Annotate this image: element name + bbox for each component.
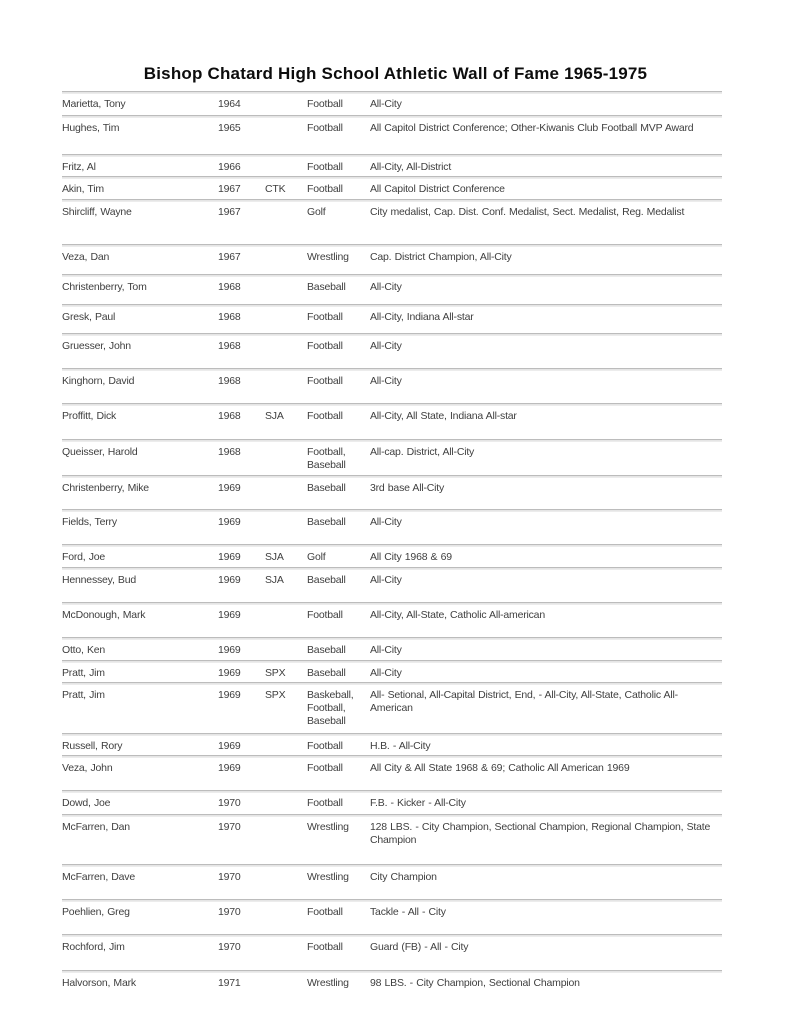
table-row (62, 274, 722, 304)
cell-sport: Baseball (307, 667, 346, 679)
table-row (62, 304, 722, 333)
cell-award: 128 LBS. - City Champion, Sectional Champion, Regional Champion, State Champion (370, 821, 711, 846)
table-row (62, 368, 722, 403)
cell-name: Dowd, Joe (62, 797, 111, 809)
table-row-cells (62, 179, 722, 196)
cell-sport: Football (307, 311, 343, 323)
cell-sport: Football (307, 740, 343, 752)
cell-year: 1971 (218, 977, 241, 989)
cell-year: 1966 (218, 161, 241, 173)
table-row-cells (62, 685, 722, 728)
table-row-cells (62, 817, 722, 847)
cell-sport: Football (307, 906, 343, 918)
cell-sport: Football (307, 797, 343, 809)
table-row (62, 637, 722, 660)
cell-award: All-City (370, 644, 402, 656)
cell-award: All-City, All-District (370, 161, 452, 173)
cell-award: All-City (370, 98, 402, 110)
cell-award: All-City, All State, Indiana All-star (370, 410, 517, 422)
table-row-cells (62, 867, 722, 884)
table-row (62, 934, 722, 970)
table-row-cells (62, 371, 722, 388)
cell-award: City medalist, Cap. Dist. Conf. Medalist, Sect. Medalist, Reg. Medalist (370, 206, 685, 218)
table-row-cells (62, 640, 722, 657)
cell-sport: Football (307, 161, 343, 173)
cell-sport: Baskeball, Football, Baseball (307, 689, 354, 727)
cell-year: 1969 (218, 574, 241, 586)
cell-sport: Football (307, 375, 343, 387)
table-row-cells (62, 478, 722, 495)
cell-year: 1968 (218, 311, 241, 323)
cell-year: 1970 (218, 941, 241, 953)
cell-name: Christenberry, Mike (62, 482, 149, 494)
cell-year: 1969 (218, 551, 241, 563)
cell-sport: Football, Baseball (307, 446, 346, 471)
table-row-cells (62, 570, 722, 587)
cell-sport: Wrestling (307, 871, 349, 883)
table-row (62, 475, 722, 509)
cell-award: All-City (370, 574, 402, 586)
table-row (62, 544, 722, 567)
table-row-cells (62, 937, 722, 954)
cell-year: 1969 (218, 644, 241, 656)
cell-name: Christenberry, Tom (62, 281, 147, 293)
cell-name: Veza, Dan (62, 251, 110, 263)
table-row (62, 403, 722, 439)
cell-year: 1968 (218, 410, 241, 422)
table-row-cells (62, 157, 722, 174)
wall-of-fame-table (62, 91, 722, 998)
table-row-cells (62, 277, 722, 294)
cell-sport: Golf (307, 551, 326, 563)
table-row-cells (62, 94, 722, 111)
cell-award: All-City, Indiana All-star (370, 311, 474, 323)
cell-sport: Baseball (307, 574, 346, 586)
cell-name: Fields, Terry (62, 516, 117, 528)
cell-sport: Football (307, 183, 343, 195)
cell-name: Gresk, Paul (62, 311, 116, 323)
cell-name: McDonough, Mark (62, 609, 146, 621)
cell-year: 1964 (218, 98, 241, 110)
table-row (62, 567, 722, 602)
cell-year: 1967 (218, 251, 241, 263)
cell-year: 1969 (218, 740, 241, 752)
cell-award: All-City, All-State, Catholic All-american (370, 609, 545, 621)
table-row-cells (62, 547, 722, 564)
table-row-cells (62, 512, 722, 529)
cell-year: 1968 (218, 340, 241, 352)
cell-name: Marietta, Tony (62, 98, 126, 110)
cell-name: Ford, Joe (62, 551, 106, 563)
cell-sport: Baseball (307, 644, 346, 656)
cell-award: All Capitol District Conference (370, 183, 505, 195)
cell-year: 1970 (218, 821, 241, 833)
cell-award: 98 LBS. - City Champion, Sectional Champion (370, 977, 580, 989)
cell-name: Pratt, Jim (62, 689, 105, 701)
cell-award: All-cap. District, All-City (370, 446, 475, 458)
table-row-cells (62, 736, 722, 753)
table-row-cells (62, 605, 722, 622)
table-row-cells (62, 307, 722, 324)
cell-award: 3rd base All-City (370, 482, 445, 494)
cell-name: Hughes, Tim (62, 122, 120, 134)
cell-award: Cap. District Champion, All-City (370, 251, 512, 263)
table-row-cells (62, 902, 722, 919)
cell-award: City Champion (370, 871, 437, 883)
cell-award: All City & All State 1968 & 69; Catholic All American 1969 (370, 762, 630, 774)
cell-award: All- Setional, All-Capital District, End, - All-City, All-State, Catholic All-American (370, 689, 678, 714)
table-row-cells (62, 406, 722, 423)
table-row (62, 733, 722, 755)
cell-year: 1968 (218, 281, 241, 293)
cell-sport: Golf (307, 206, 326, 218)
cell-name: McFarren, Dan (62, 821, 130, 833)
cell-school: SPX (265, 689, 286, 701)
table-row (62, 115, 722, 154)
cell-school: SJA (265, 574, 284, 586)
table-row (62, 755, 722, 790)
table-row-cells (62, 758, 722, 775)
table-row (62, 602, 722, 637)
cell-school: SJA (265, 410, 284, 422)
cell-award: All-City (370, 516, 402, 528)
cell-name: Otto, Ken (62, 644, 106, 656)
cell-sport: Wrestling (307, 977, 349, 989)
table-row (62, 864, 722, 899)
cell-sport: Football (307, 762, 343, 774)
table-row (62, 790, 722, 814)
cell-school: SPX (265, 667, 286, 679)
cell-sport: Wrestling (307, 251, 349, 263)
table-row (62, 176, 722, 199)
cell-name: Poehlien, Greg (62, 906, 130, 918)
cell-award: All-City (370, 667, 402, 679)
cell-year: 1970 (218, 871, 241, 883)
cell-name: Fritz, Al (62, 161, 96, 173)
cell-name: Proffitt, Dick (62, 410, 117, 422)
cell-year: 1967 (218, 206, 241, 218)
table-row (62, 244, 722, 274)
table-row (62, 199, 722, 244)
cell-name: Gruesser, John (62, 340, 131, 352)
table-row-cells (62, 336, 722, 353)
table-row (62, 154, 722, 176)
page-title: Bishop Chatard High School Athletic Wall of Fame 1965-1975 (143, 64, 648, 83)
cell-award: F.B. - Kicker - All-City (370, 797, 466, 809)
cell-name: Hennessey, Bud (62, 574, 136, 586)
cell-sport: Football (307, 410, 343, 422)
table-row-cells (62, 442, 722, 472)
cell-name: Russell, Rory (62, 740, 123, 752)
cell-year: 1970 (218, 906, 241, 918)
table-row (62, 682, 722, 733)
cell-name: Akin, Tim (62, 183, 104, 195)
cell-award: All-City (370, 281, 402, 293)
cell-year: 1969 (218, 482, 241, 494)
table-row-cells (62, 973, 722, 990)
table-row-cells (62, 247, 722, 264)
cell-year: 1969 (218, 689, 241, 701)
cell-name: Pratt, Jim (62, 667, 105, 679)
cell-sport: Baseball (307, 281, 346, 293)
cell-award: Tackle - All - City (370, 906, 446, 918)
cell-school: CTK (265, 183, 286, 195)
table-row (62, 333, 722, 368)
cell-name: Rochford, Jim (62, 941, 125, 953)
cell-sport: Football (307, 122, 343, 134)
cell-year: 1970 (218, 797, 241, 809)
table-row (62, 91, 722, 115)
cell-sport: Baseball (307, 516, 346, 528)
cell-award: All-City (370, 375, 402, 387)
cell-year: 1969 (218, 516, 241, 528)
cell-sport: Football (307, 98, 343, 110)
cell-sport: Football (307, 340, 343, 352)
cell-sport: Football (307, 609, 343, 621)
cell-name: Kinghorn, David (62, 375, 135, 387)
cell-award: All-City (370, 340, 402, 352)
cell-sport: Baseball (307, 482, 346, 494)
cell-sport: Football (307, 941, 343, 953)
cell-award: H.B. - All-City (370, 740, 431, 752)
cell-name: Queisser, Harold (62, 446, 138, 458)
cell-name: McFarren, Dave (62, 871, 135, 883)
cell-year: 1969 (218, 609, 241, 621)
cell-year: 1969 (218, 667, 241, 679)
cell-school: SJA (265, 551, 284, 563)
cell-award: All Capitol District Conference; Other-Kiwanis Club Football MVP Award (370, 122, 694, 134)
cell-year: 1967 (218, 183, 241, 195)
cell-award: All City 1968 & 69 (370, 551, 452, 563)
cell-sport: Wrestling (307, 821, 349, 833)
table-row (62, 509, 722, 544)
table-row (62, 660, 722, 682)
table-row (62, 970, 722, 998)
cell-name: Veza, John (62, 762, 113, 774)
cell-year: 1965 (218, 122, 241, 134)
table-row-cells (62, 202, 722, 219)
table-row (62, 899, 722, 934)
cell-name: Halvorson, Mark (62, 977, 136, 989)
cell-name: Shircliff, Wayne (62, 206, 132, 218)
table-row-cells (62, 663, 722, 680)
table-row-cells (62, 118, 722, 135)
cell-year: 1968 (218, 375, 241, 387)
cell-year: 1969 (218, 762, 241, 774)
table-row (62, 439, 722, 475)
cell-year: 1968 (218, 446, 241, 458)
cell-award: Guard (FB) - All - City (370, 941, 469, 953)
table-row-cells (62, 793, 722, 810)
table-row (62, 814, 722, 864)
